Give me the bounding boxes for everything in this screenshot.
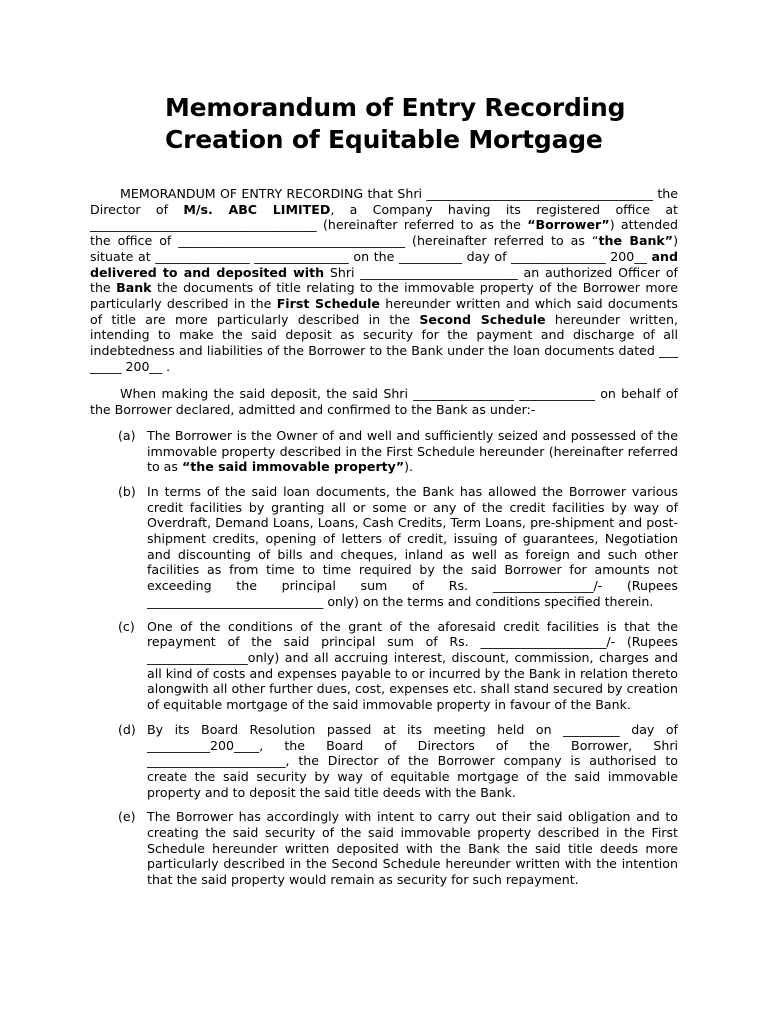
- memorandum-paragraph: [90, 186, 678, 374]
- item-label: (b): [118, 483, 136, 499]
- text-run: hereunder written, intending to make the said deposit as security for the payment and discharge of all indebtedness and liabilities of the Borrower to the Bank under the loan documents dated ___ _____ 200__ .: [90, 311, 678, 374]
- item-text: The Borrower is the Owner of and well and sufficiently seized and possessed of the immovable property described in the First Schedule hereunder (hereinafter referred to as: [147, 427, 678, 475]
- delivered-phrase: and delivered to and deposited with: [90, 248, 678, 280]
- declarations-list: [90, 428, 678, 888]
- title-line-2: Creation of Equitable Mortgage: [165, 125, 603, 154]
- document-body: [90, 186, 678, 897]
- text-run: ) situate at _______________ _______________ on the __________ day of _______________ 200__: [90, 233, 678, 264]
- list-item: [90, 484, 678, 610]
- list-item: [90, 428, 678, 475]
- item-tail: ).: [404, 459, 414, 475]
- item-label: (c): [118, 618, 135, 634]
- text-run: hereunder written and which said documents of title are more particularly described in the: [90, 295, 678, 327]
- list-item: [90, 722, 678, 801]
- item-text: The Borrower has accordingly with intent to carry out their said obligation and to creating the said security of the said immovable property described in the First Schedule hereunder written deposited with the Bank the said title deeds more particularly described in the Second Schedule hereunder written with the intention that the said property would remain as security for such repayment.: [147, 809, 678, 888]
- item-bold-term: “the said immovable property”: [181, 459, 405, 475]
- company-name: M/s. ABC LIMITED: [183, 201, 331, 217]
- text-run: MEMORANDUM OF ENTRY RECORDING that Shri ____________________________________ the Director of: [90, 186, 678, 217]
- item-text: One of the conditions of the grant of the aforesaid credit facilities is that the repayment of the said principal sum of Rs. ____________________/- (Rupees ________________only) and all accruing interest, discount, commission, charges and all kind of costs and expenses payable to or incurred by the Bank in relation thereto alongwith all other further dues, cost, expenses etc. shall stand secured by creation of equitable mortgage of the said immovable property in favour of the Bank.: [147, 618, 678, 713]
- first-schedule-term: First Schedule: [276, 295, 380, 311]
- item-label: (d): [118, 721, 136, 737]
- list-item: [90, 809, 678, 888]
- deposit-paragraph: When making the said deposit, the said Shri ________________ ____________ on behalf of the Borrower declared, admitted and confirmed to the Bank as under:-: [90, 386, 678, 418]
- bank-word: Bank: [116, 280, 152, 296]
- bank-term: the Bank”: [598, 233, 674, 249]
- item-text: In terms of the said loan documents, the Bank has allowed the Borrower various credit facilities by granting all or some or any of the credit facilities by way of Overdraft, Demand Loans, Loans, Cash Credits, Term Loans, pre-shipment and post-shipment credits, opening of letters of credit, issuing of guarantees, Negotiation and discounting of bills and cheques, inland as well as foreign and such other facilities as from time to time required by the said Borrower for amounts not exceeding the principal sum of Rs. ________________/- (Rupees ____________________________ only) on the terms and conditions specified therein.: [147, 483, 678, 609]
- text-run: Shri _________________________ an authorized Officer of the: [90, 264, 678, 296]
- second-schedule-term: Second Schedule: [419, 311, 546, 327]
- text-run: , a Company having its registered office at ____________________________________ (hereinafter referred to as the: [90, 201, 678, 233]
- document-title: [165, 92, 725, 156]
- list-item: [90, 619, 678, 713]
- title-line-1: Memorandum of Entry Recording: [165, 93, 626, 122]
- borrower-term: “Borrower”: [527, 217, 610, 233]
- text-run: the documents of title relating to the immovable property of the Borrower more particularly described in the: [90, 280, 678, 311]
- item-label: (a): [118, 427, 136, 443]
- item-text: By its Board Resolution passed at its meeting held on _________ day of __________200____, the Board of Directors of the Borrower, Shri ______________________, the Director of the Borrower company is authorised to create the said security by way of equitable mortgage of the said immovable property and to deposit the said title deeds with the Bank.: [147, 721, 678, 800]
- item-label: (e): [118, 809, 136, 825]
- text-run: ) attended the office of ____________________________________ (hereinafter referred to as “: [90, 217, 678, 249]
